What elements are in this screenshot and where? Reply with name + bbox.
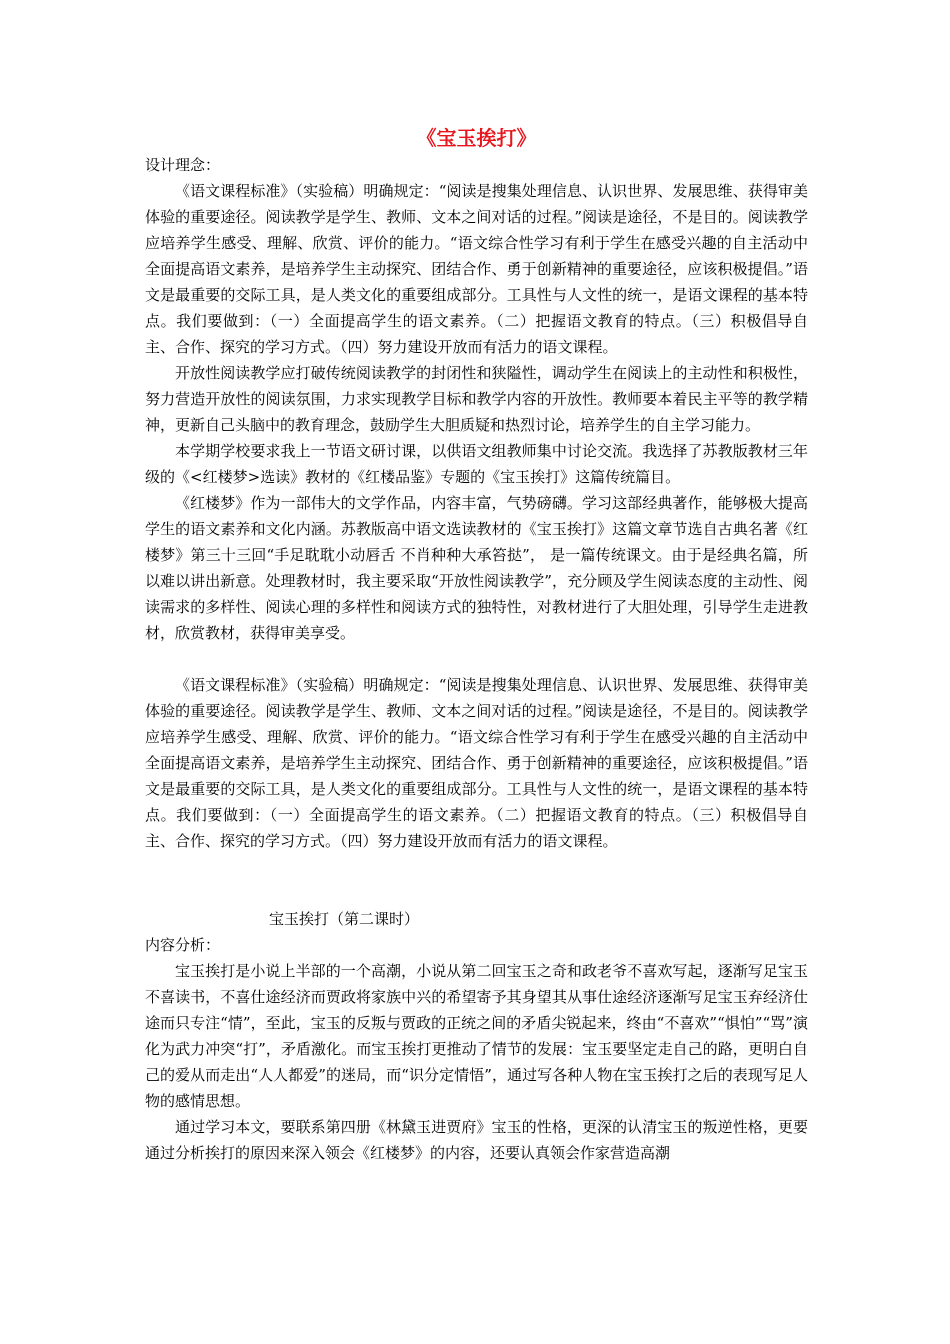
spacer — [145, 854, 808, 906]
design-paragraph-1: 《语文课程标准》（实验稿）明确规定：“阅读是搜集处理信息、认识世界、发展思维、获得审美体验的重要途径。阅读教学是学生、教师、文本之间对话的过程。”阅读是途径，不是目的。阅读教学应培养学生感受、理解、欣赏、评价的能力。“语文综合性学习有利于学生在感受兴趣的自主活动中全面提高语文素养，是培养学生主动探究、团结合作、勇于创新精神的重要途径，应该积极提倡。”语文是最重要的交际工具，是人类文化的重要组成部分。工具性与人文性的统一，是语文课程的基本特点。我们要做到：（一）全面提高学生的语文素养。（二）把握语文教育的特点。（三）积极倡导自主、合作、探究的学习方式。（四）努力建设开放而有活力的语文课程。 — [145, 182, 808, 356]
design-paragraph-2: 开放性阅读教学应打破传统阅读教学的封闭性和狭隘性，调动学生在阅读上的主动性和积极性，努力营造开放性的阅读氛围，力求实现教学目标和教学内容的开放性。教师要本着民主平等的教学精神，更新自己头脑中的教育理念，鼓励学生大胆质疑和热烈讨论，培养学生的自主学习能力。 — [145, 364, 808, 434]
design-paragraph-3: 本学期学校要求我上一节语文研讨课，以供语文组教师集中讨论交流。我选择了苏教版教材三年级的《<红楼梦>选读》教材的《红楼品鉴》专题的《宝玉挨打》这篇传统篇目。 — [145, 442, 808, 486]
document-page — [145, 124, 808, 1166]
content-paragraph-1: 宝玉挨打是小说上半部的一个高潮，小说从第二回宝玉之奇和政老爷不喜欢写起，逐渐写足宝玉不喜读书，不喜仕途经济而贾政将家族中兴的希望寄予其身望其从事仕途经济逐渐写足宝玉弃经济仕途而只专注“情”，至此，宝玉的反叛与贾政的正统之间的矛盾尖锐起来，终由“不喜欢”“惧怕”“骂”演化为武力冲突“打”，矛盾激化。而宝玉挨打更推动了情节的发展：宝玉要坚定走自己的路，更明白自己的爱从而走出“人人都爱”的迷局，而“识分定情悟”，通过写各种人物在宝玉挨打之后的表现写足人物的感情思想。 — [145, 962, 808, 1110]
content-label: 内容分析： — [145, 936, 221, 954]
design-label: 设计理念： — [145, 156, 221, 174]
document-title: 《宝玉挨打》 — [416, 126, 537, 150]
spacer — [145, 646, 808, 672]
repeat-paragraph: 《语文课程标准》（实验稿）明确规定：“阅读是搜集处理信息、认识世界、发展思维、获得审美体验的重要途径。阅读教学是学生、教师、文本之间对话的过程。”阅读是途径，不是目的。阅读教学应培养学生感受、理解、欣赏、评价的能力。“语文综合性学习有利于学生在感受兴趣的自主活动中全面提高语文素养，是培养学生主动探究、团结合作、勇于创新精神的重要途径，应该积极提倡。”语文是最重要的交际工具，是人类文化的重要组成部分。工具性与人文性的统一，是语文课程的基本特点。我们要做到：（一）全面提高学生的语文素养。（二）把握语文教育的特点。（三）积极倡导自主、合作、探究的学习方式。（四）努力建设开放而有活力的语文课程。 — [145, 676, 808, 850]
design-paragraph-4: 《红楼梦》作为一部伟大的文学作品，内容丰富，气势磅礴。学习这部经典著作，能够极大提高学生的语文素养和文化内涵。苏教版高中语文选读教材的《宝玉挨打》这篇文章节选自古典名著《红楼梦》第三十三回“手足耽耽小动唇舌 不肖种种大承笞挞”， 是一篇传统课文。由于是经典名篇，所以难以讲出新意。处理教材时，我主要采取“开放性阅读教学”，充分顾及学生阅读态度的主动性、阅读需求的多样性、阅读心理的多样性和阅读方式的独特性，对教材进行了大胆处理，引导学生走进教材，欣赏教材，获得审美享受。 — [145, 494, 808, 642]
lesson-title: 宝玉挨打（第二课时） — [269, 910, 420, 928]
content-paragraph-2: 通过学习本文，要联系第四册《林黛玉进贾府》宝玉的性格，更深的认清宝玉的叛逆性格，更要通过分析挨打的原因来深入领会《红楼梦》的内容，还要认真领会作家营造高潮 — [145, 1118, 808, 1162]
